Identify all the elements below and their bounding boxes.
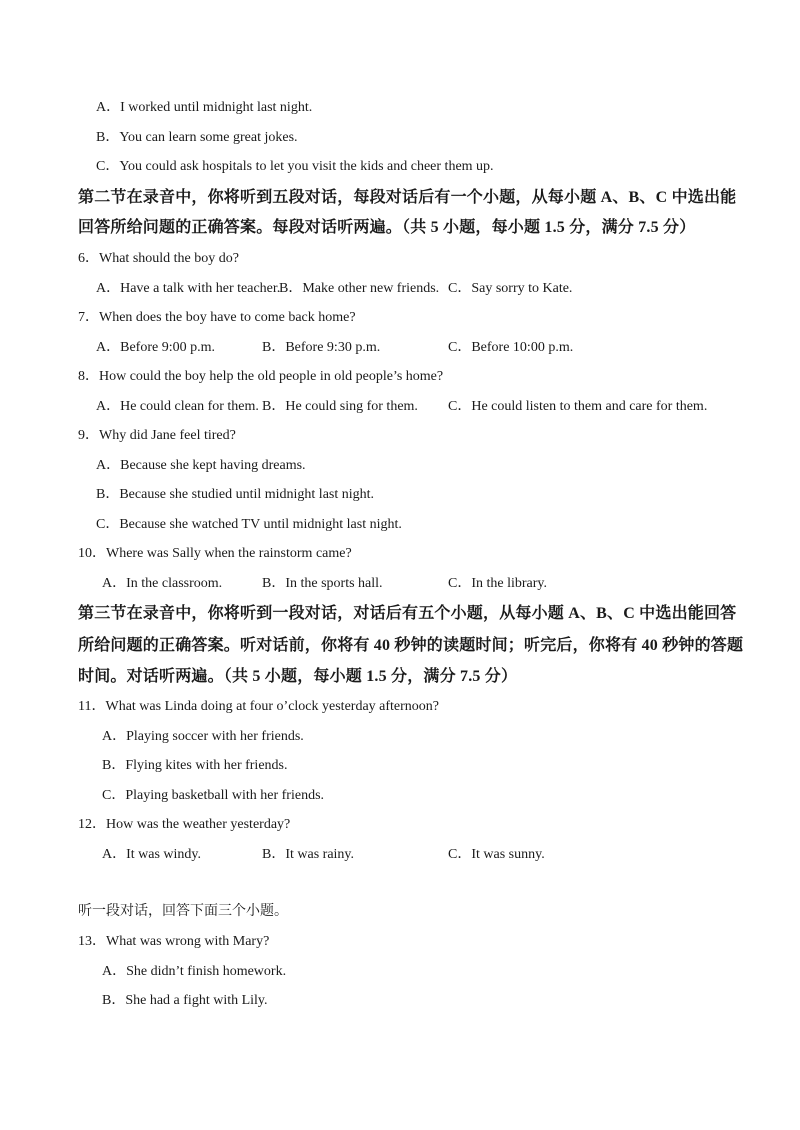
q11-option-c: C．Playing basketball with her friends. [102, 788, 325, 803]
top-option-b: B．You can learn some great jokes. [96, 130, 298, 145]
q6-option-c: C．Say sorry to Kate. [448, 281, 573, 296]
q9-option-c: C．Because she watched TV until midnight last night. [96, 517, 402, 532]
top-option-c: C．You could ask hospitals to let you visit the kids and cheer them up. [96, 159, 494, 174]
q11-stem: 11．What was Linda doing at four o’clock yesterday afternoon? [78, 699, 440, 714]
q6-stem: 6．What should the boy do? [78, 251, 239, 266]
q9-option-a: A．Because she kept having dreams. [96, 458, 306, 473]
q11-option-a: A．Playing soccer with her friends. [102, 729, 304, 744]
q8-option-a: A．He could clean for them. [96, 399, 259, 414]
q13-option-a: A．She didn’t finish homework. [102, 964, 287, 979]
q12-stem: 12．How was the weather yesterday? [78, 817, 291, 832]
q7-stem: 7．When does the boy have to come back home? [78, 310, 356, 325]
q10-option-a: A．In the classroom. [102, 576, 223, 591]
q10-stem: 10．Where was Sally when the rainstorm came? [78, 546, 352, 561]
q11-option-b: B．Flying kites with her friends. [102, 758, 288, 773]
q8-option-c: C．He could listen to them and care for them. [448, 399, 708, 414]
q13-option-b: B．She had a fight with Lily. [102, 993, 268, 1008]
q7-option-b: B．Before 9:30 p.m. [262, 340, 381, 355]
q6-option-a: A．Have a talk with her teacher. [96, 281, 281, 296]
q10-option-b: B．In the sports hall. [262, 576, 383, 591]
q13-stem: 13．What was wrong with Mary? [78, 934, 270, 949]
q12-option-b: B．It was rainy. [262, 847, 355, 862]
q9-stem: 9．Why did Jane feel tired? [78, 428, 236, 443]
q7-option-c: C．Before 10:00 p.m. [448, 340, 574, 355]
top-option-a: A．I worked until midnight last night. [96, 100, 313, 115]
q12-option-a: A．It was windy. [102, 847, 202, 862]
q12-option-c: C．It was sunny. [448, 847, 545, 862]
section2-heading-line2: 回答所给问题的正确答案。每段对话听两遍。（共 5 小题，每小题 1.5 分，满分 7.5 分） [78, 219, 696, 236]
q8-stem: 8．How could the boy help the old people in old people’s home? [78, 369, 444, 384]
q9-option-b: B．Because she studied until midnight last night. [96, 487, 375, 502]
q6-option-b: B．Make other new friends. [279, 281, 440, 296]
q7-option-a: A．Before 9:00 p.m. [96, 340, 215, 355]
q10-option-c: C．In the library. [448, 576, 548, 591]
section3-heading-line3: 时间。对话听两遍。（共 5 小题，每小题 1.5 分，满分 7.5 分） [78, 668, 518, 685]
section2-heading-line1: 第二节在录音中，你将听到五段对话，每段对话后有一个小题，从每小题 A、B、C 中选出能 [78, 189, 737, 206]
q8-option-b: B．He could sing for them. [262, 399, 418, 414]
section3-heading-line2: 所给问题的正确答案。听对话前，你将有 40 秒钟的读题时间；听完后，你将有 40 秒钟的答题 [78, 637, 744, 654]
instruction-text: 听一段对话，回答下面三个小题。 [78, 904, 288, 919]
section3-heading-line1: 第三节在录音中，你将听到一段对话，对话后有五个小题，从每小题 A、B、C 中选出能回答 [78, 605, 737, 622]
